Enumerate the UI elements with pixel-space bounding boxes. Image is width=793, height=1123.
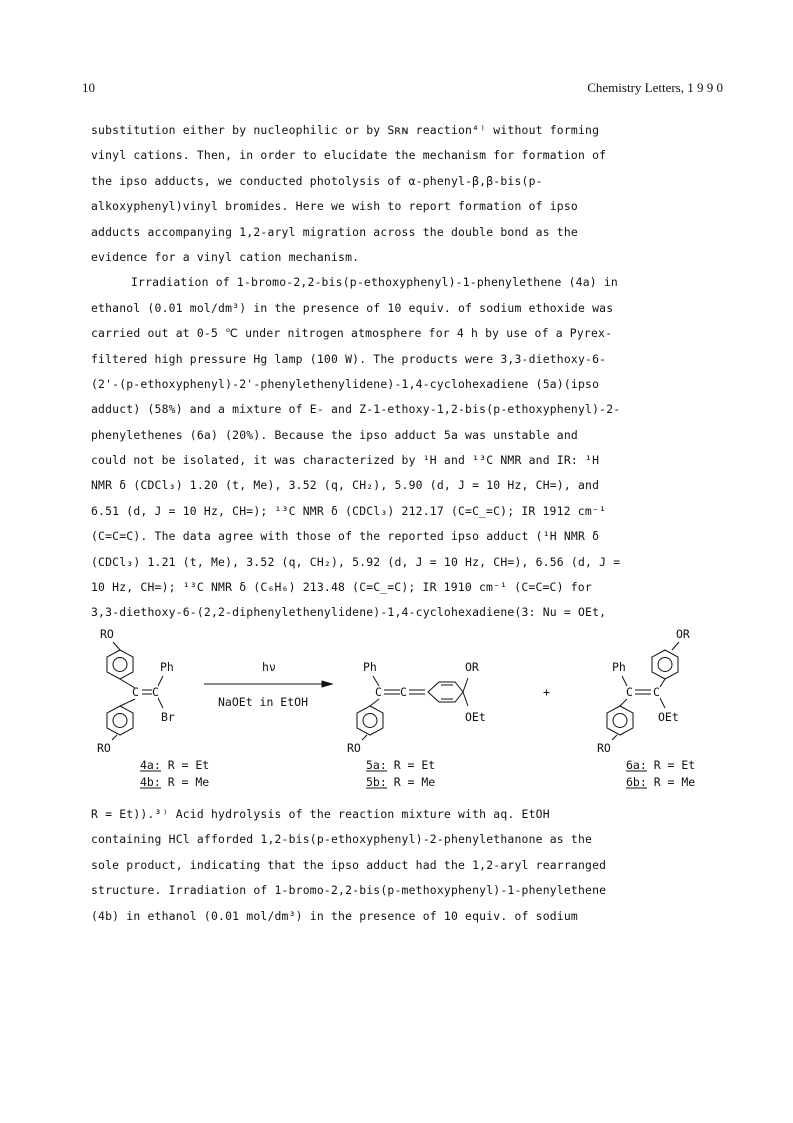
text-line: carried out at 0-5 ℃ under nitrogen atmosphere for 4 h by use of a Pyrex-: [91, 326, 613, 341]
ro-label: RO: [597, 741, 611, 755]
text-line: phenylethenes (6a) (20%). Because the ipso adduct 5a was unstable and: [91, 427, 578, 442]
oet-label: OEt: [658, 710, 679, 724]
ph-label: Ph: [363, 660, 377, 674]
compound-label-6a: 6a: R = Et: [626, 758, 696, 772]
arrowhead: [322, 681, 332, 687]
text-line: adduct) (58%) and a mixture of E- and Z-1-ethoxy-1,2-bis(p-ethoxyphenyl)-2-: [91, 402, 621, 417]
journal-running-head: Chemistry Letters, 1 9 9 0: [587, 80, 723, 95]
text-line: (4b) in ethanol (0.01 mol/dm³) in the presence of 10 equiv. of sodium: [91, 908, 578, 923]
carbon-label: C: [653, 685, 660, 699]
benzene-ring: [607, 706, 633, 735]
benzene-ring: [652, 650, 678, 679]
text-line: the ipso adducts, we conducted photolysis of α-phenyl-β,β-bis(p-: [91, 173, 543, 188]
text-block-lower: [91, 802, 701, 929]
carbon-label: C: [626, 685, 633, 699]
structure-5: [347, 660, 486, 789]
text-line: (2'-(p-ethoxyphenyl)-2'-phenylethenylidene)-1,4-cyclohexadiene (5a)(ipso: [91, 376, 600, 391]
text-line: alkoxyphenyl)vinyl bromides. Here we wish to report formation of ipso: [91, 199, 578, 214]
oet-label: OEt: [465, 710, 486, 724]
hv-label: hν: [262, 660, 276, 674]
text-line: evidence for a vinyl cation mechanism.: [91, 249, 360, 264]
reaction-scheme: [0, 620, 793, 790]
text-line: Irradiation of 1-bromo-2,2-bis(p-ethoxyphenyl)-1-phenylethene (4a) in: [131, 275, 618, 290]
text-line: substitution either by nucleophilic or by Sʀɴ reaction⁴⁾ without forming: [91, 123, 600, 137]
benzene-ring: [357, 706, 383, 735]
compound-label-6b: 6b: R = Me: [626, 775, 696, 789]
text-line: (CDCl₃) 1.21 (t, Me), 3.52 (q, CH₂), 5.92 (d, J = 10 Hz, CH=), 6.56 (d, J =: [91, 554, 621, 569]
compound-label-5b: 5b: R = Me: [366, 775, 436, 789]
text-line: R = Et)).³⁾ Acid hydrolysis of the reaction mixture with aq. EtOH: [91, 807, 550, 821]
text-line: ethanol (0.01 mol/dm³) in the presence of 10 equiv. of sodium ethoxide was: [91, 300, 614, 315]
benzene-ring: [107, 706, 133, 735]
text-line: vinyl cations. Then, in order to elucidate the mechanism for formation of: [91, 148, 607, 163]
carbon-label: C: [375, 685, 382, 699]
text-line: containing HCl afforded 1,2-bis(p-ethoxyphenyl)-2-phenylethanone as the: [91, 832, 593, 847]
ph-label: Ph: [612, 660, 626, 674]
structure-4: [97, 627, 209, 789]
benzene-ring: [107, 650, 133, 679]
text-line: 3,3-diethoxy-6-(2,2-diphenylethenylidene)-1,4-cyclohexadiene(3: Nu = OEt,: [91, 605, 607, 620]
carbon-label: C: [400, 685, 407, 699]
compound-label-4a: 4a: R = Et: [140, 758, 210, 772]
text-line: filtered high pressure Hg lamp (100 W). The products were 3,3-diethoxy-6-: [91, 351, 607, 366]
compound-label-5a: 5a: R = Et: [366, 758, 436, 772]
reaction-arrow: [204, 660, 332, 709]
ph-label: Ph: [160, 660, 174, 674]
text-line: 10 Hz, CH=); ¹³C NMR δ (C₆H₆) 213.48 (C=C̲=C); IR 1910 cm⁻¹ (C=C=C) for: [91, 580, 592, 595]
text-line: NMR δ (CDCl₃) 1.20 (t, Me), 3.52 (q, CH₂), 5.90 (d, J = 10 Hz, CH=), and: [91, 478, 600, 493]
text-line: adducts accompanying 1,2-aryl migration across the double bond as the: [91, 224, 578, 239]
or-label: OR: [465, 660, 479, 674]
br-label: Br: [161, 710, 175, 724]
compound-label-4b: 4b: R = Me: [140, 775, 210, 789]
carbon-label: C: [152, 685, 159, 699]
structure-6: [597, 627, 695, 789]
or-label: OR: [676, 627, 690, 641]
ro-label: RO: [347, 741, 361, 755]
plus-sign: +: [543, 685, 550, 699]
page-number: 10: [82, 80, 95, 95]
ro-label: RO: [97, 741, 111, 755]
text-line: could not be isolated, it was characterized by ¹H and ¹³C NMR and IR: ¹H: [91, 453, 600, 468]
carbon-label: C: [132, 685, 139, 699]
text-line: sole product, indicating that the ipso adduct had the 1,2-aryl rearranged: [91, 857, 607, 872]
text-line: structure. Irradiation of 1-bromo-2,2-bis(p-methoxyphenyl)-1-phenylethene: [91, 883, 607, 898]
text-block-upper: [91, 118, 701, 626]
ro-label: RO: [100, 627, 114, 641]
conditions-label: NaOEt in EtOH: [218, 695, 309, 709]
text-line: 6.51 (d, J = 10 Hz, CH=); ¹³C NMR δ (CDCl₃) 212.17 (C=C̲=C); IR 1912 cm⁻¹: [91, 503, 607, 518]
text-line: (C=C=C). The data agree with those of the reported ipso adduct (¹H NMR δ: [91, 529, 600, 544]
